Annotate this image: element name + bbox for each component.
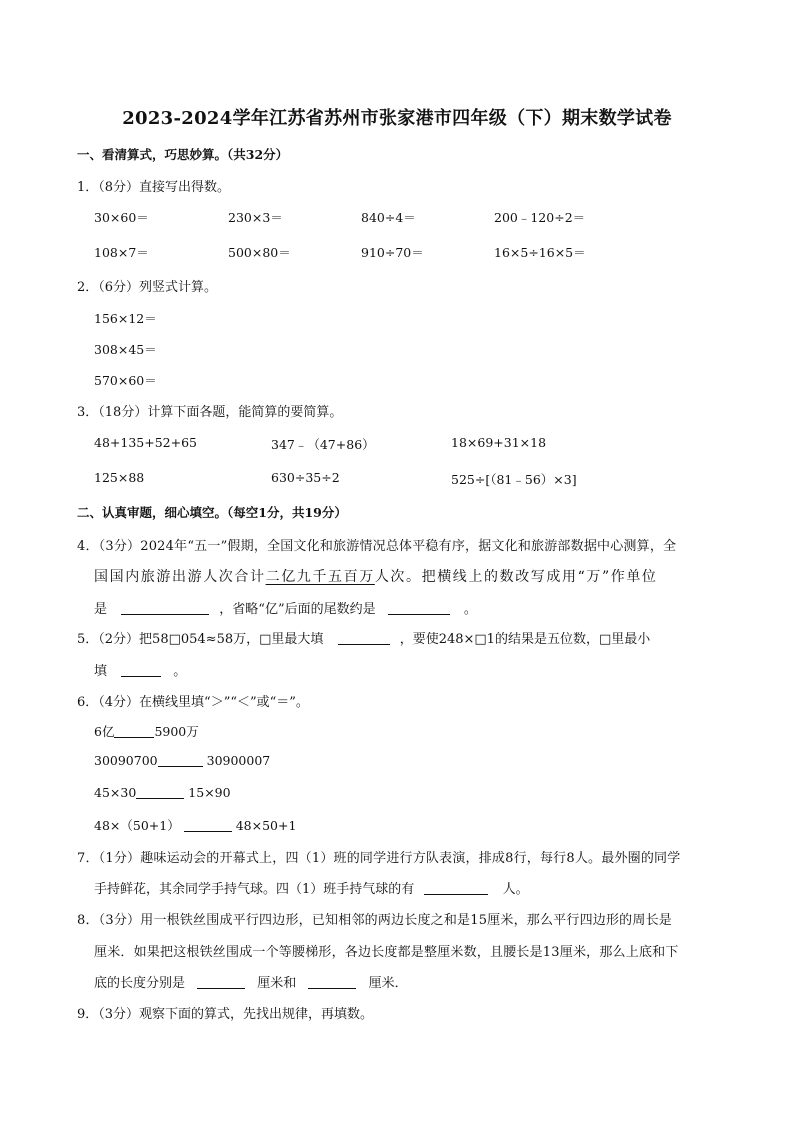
q3-item: 48+135+52+65 [94,435,197,450]
q6-compare-row [94,753,270,768]
exam-title: 2023-2024学年江苏省苏州市张家港市四年级（下）期末数学试卷 [122,108,672,129]
q4-answer-blank-1[interactable] [121,601,209,615]
q8-text: 底的长度分别是 [94,976,186,991]
question-6-stem: 6．（4分）在横线里填“＞”“＜”或“＝”。 [77,695,309,710]
q1-item: 108×7＝ [94,245,149,260]
q6-left: 45×30 [94,785,137,800]
q6-answer-blank[interactable] [114,724,154,738]
q6-answer-blank[interactable] [184,818,232,832]
q4-text: 人次。把横线上的数改写成用“万”作单位 [374,569,658,585]
q6-right: 48×50+1 [235,818,297,833]
question-8-line-2: 厘米．如果把这根铁丝围成一个等腰梯形，各边长度都是整厘米数，且腰长是13厘米，那么上底和下 [94,945,679,960]
q6-answer-blank[interactable] [158,753,203,767]
q1-item: 200﹣120÷2＝ [494,210,586,225]
question-2-stem: 2．（6分）列竖式计算。 [77,280,218,295]
question-7-line-1: 7．（1分）趣味运动会的开幕式上，四（1）班的同学进行方队表演，排成8行，每行8人。最外圈的同学 [77,851,681,866]
q8-answer-blank-2[interactable] [308,975,356,989]
q4-text: 国国内旅游出游人次合计 [94,569,266,585]
q3-item: 630÷35÷2 [271,470,340,485]
q1-item: 910÷70＝ [361,245,424,260]
question-9-stem: 9．（3分）观察下面的算式，先找出规律，再填数。 [77,1007,374,1022]
q5-answer-blank-1[interactable] [338,631,390,645]
q7-answer-blank[interactable] [424,881,488,895]
q4-text: 。 [463,602,477,617]
q4-answer-blank-2[interactable] [388,601,450,615]
q2-item: 156×12＝ [94,311,157,326]
section-1-heading: 一、看清算式，巧思妙算。（共32分） [77,147,289,162]
question-3-stem: 3．（18分）计算下面各题，能简算的要简算。 [77,405,343,420]
q8-text: 厘米和 [257,976,297,991]
q4-underlined-number: 二亿九千五百万 [265,569,375,585]
q5-text: 。 [173,664,187,679]
question-5-line-1 [77,628,650,647]
q6-left: 48×（50+1） [94,818,180,833]
q1-item: 230×3＝ [228,210,283,225]
question-4-line-2 [94,566,658,586]
q2-item: 308×45＝ [94,342,157,357]
q6-compare-row [94,816,296,834]
q8-answer-blank-1[interactable] [197,975,245,989]
section-2-heading: 二、认真审题，细心填空。（每空1分，共19分） [77,505,347,520]
q3-item: 18×69+31×18 [451,435,547,450]
q6-compare-row [94,722,199,740]
question-4-line-1: 4．（3分）2024年“五一”假期，全国文化和旅游情况总体平稳有序，据文化和旅游部数据中心测算，全 [77,539,677,554]
q5-text: 填 [94,664,108,679]
q5-text: 5．（2分）把58□054≈58万，□里最大填 [77,632,324,647]
q3-item: 347﹣（47+86） [271,437,375,452]
q6-left: 30090700 [94,753,158,768]
q3-item: 125×88 [94,470,145,485]
q6-right: 30900007 [206,753,271,768]
question-1-stem: 1．（8分）直接写出得数。 [77,180,231,195]
q6-answer-blank[interactable] [136,785,184,799]
q1-item: 16×5÷16×5＝ [494,245,586,260]
q6-right: 15×90 [188,785,231,800]
q6-left: 6亿 [94,724,115,739]
q5-answer-blank-2[interactable] [121,663,161,677]
q7-text: 人。 [502,882,529,897]
q7-text: 手持鲜花，其余同学手持气球。四（1）班手持气球的有 [94,882,415,897]
question-8-line-1: 8．（3分）用一根铁丝围成平行四边形，已知相邻的两边长度之和是15厘米，那么平行四边形的周长是 [77,913,672,928]
q1-item: 30×60＝ [94,210,149,225]
question-8-line-3 [94,972,408,991]
q1-item: 500×80＝ [228,245,291,260]
q6-compare-row [94,785,231,800]
q8-text: 厘米． [368,976,408,991]
q4-text: 是 [94,602,108,617]
q3-item: 525÷[（81﹣56）×3] [451,472,577,487]
question-4-line-3 [94,598,477,617]
question-7-line-2 [94,878,529,897]
q5-text: ，要使248×□1的结果是五位数，□里最小 [399,632,651,647]
q6-right: 5900万 [154,724,199,739]
q1-item: 840÷4＝ [361,210,416,225]
question-5-line-2 [94,660,186,679]
q4-text: ，省略“亿”后面的尾数约是 [219,602,376,617]
q2-item: 570×60＝ [94,373,157,388]
